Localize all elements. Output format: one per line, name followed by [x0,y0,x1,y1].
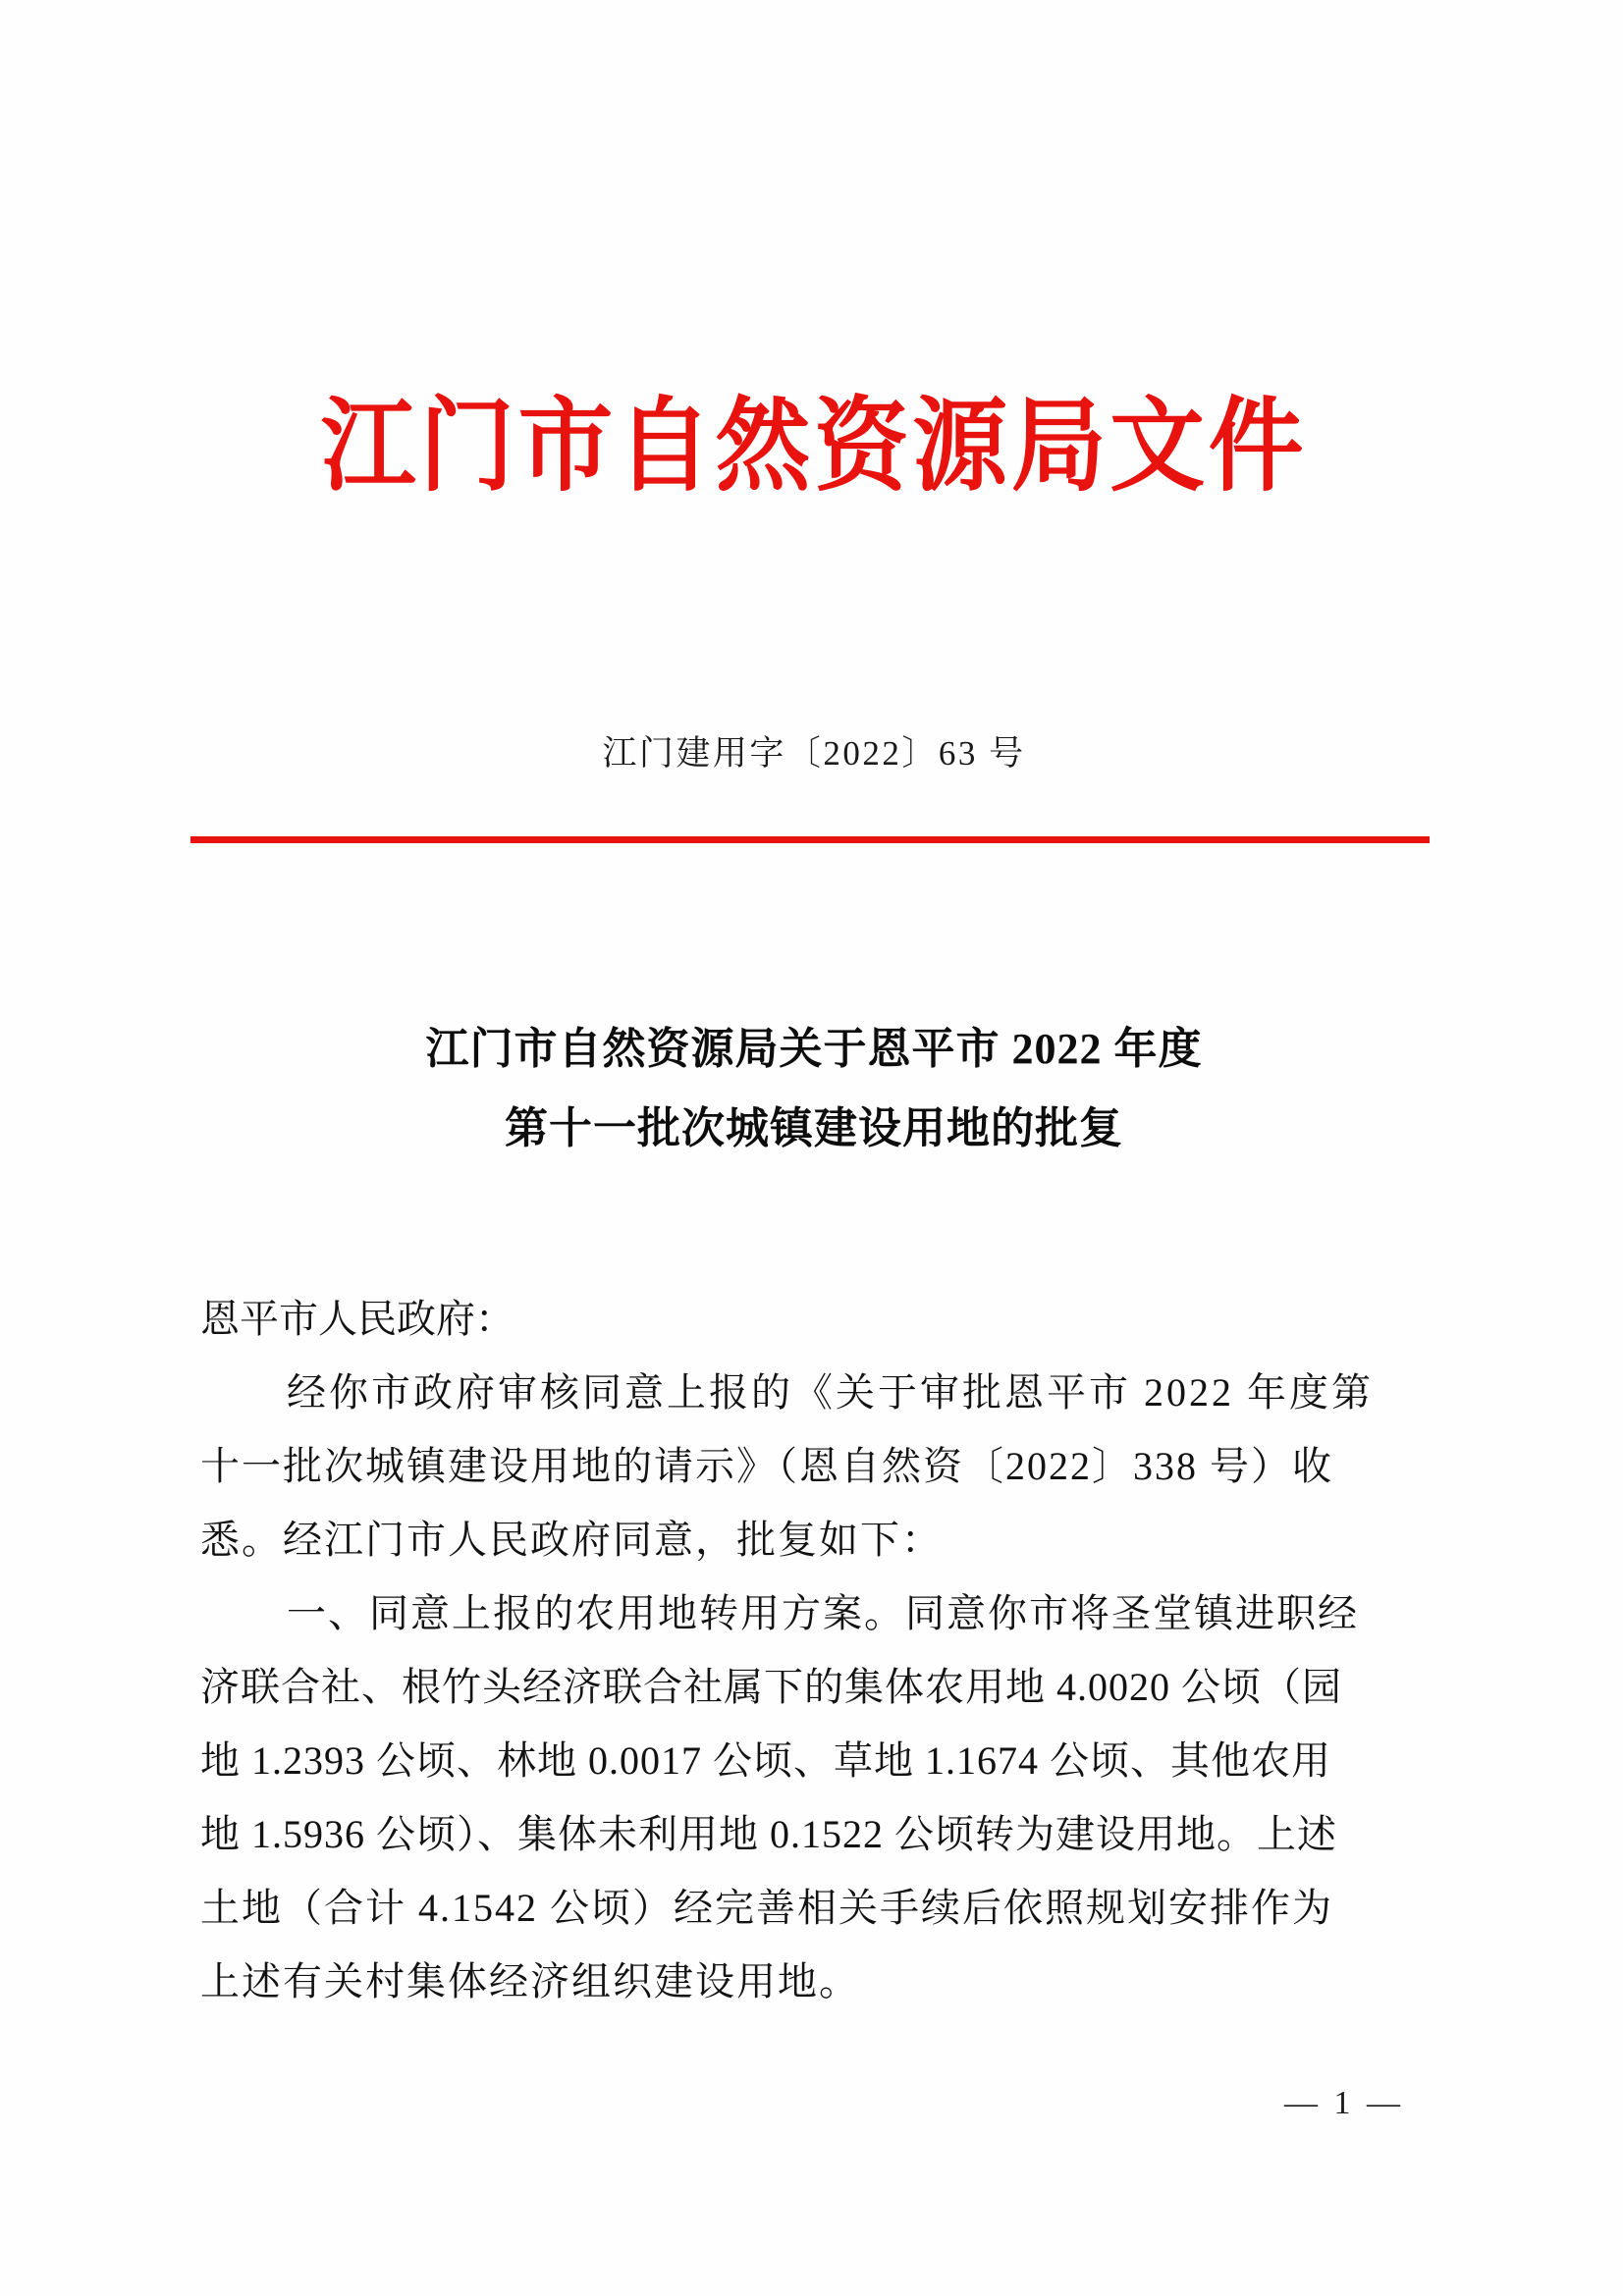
body-line-5: 济联合社、根竹头经济联合社属下的集体农用地 4.0020 公顷（园 [200,1665,1342,1709]
body-line-9: 上述有关村集体经济组织建设用地。 [200,1959,860,2003]
body-line-4: 一、同意上报的农用地转用方案。同意你市将圣堂镇进职经 [287,1591,1359,1635]
document-number: 江门建用字〔2022〕63 号 [602,734,1026,773]
body-line-6: 地 1.2393 公顷、林地 0.0017 公顷、草地 1.1674 公顷、其他农用 [200,1738,1331,1783]
document-title-line-2: 第十一批次城镇建设用地的批复 [505,1104,1123,1152]
body-line-7: 地 1.5936 公顷）、集体未利用地 0.1522 公顷转为建设用地。上述 [200,1812,1337,1856]
document-title-line-1: 江门市自然资源局关于恩平市 2022 年度 [425,1025,1203,1073]
masthead-title: 江门市自然资源局文件 [320,391,1308,504]
document-number-row [200,731,1428,776]
body-line-1: 经你市政府审核同意上报的《关于审批恩平市 2022 年度第 [287,1370,1374,1415]
addressee-line: 恩平市人民政府： [200,1297,514,1341]
body-line-8: 土地（合计 4.1542 公顷）经完善相关手续后依照规划安排作为 [200,1886,1333,1930]
page-number-area [200,2085,1428,2122]
document-body [200,1282,1430,2018]
page-number: — 1 — [1284,2085,1404,2121]
document-title [200,1009,1428,1168]
masthead [200,388,1428,508]
page-content-area [200,0,1428,2296]
red-separator-rule [190,836,1430,843]
body-line-2: 十一批次城镇建设用地的请示》（恩自然资〔2022〕338 号）收 [200,1444,1333,1488]
body-line-3: 悉。经江门市人民政府同意，批复如下： [200,1518,943,1562]
